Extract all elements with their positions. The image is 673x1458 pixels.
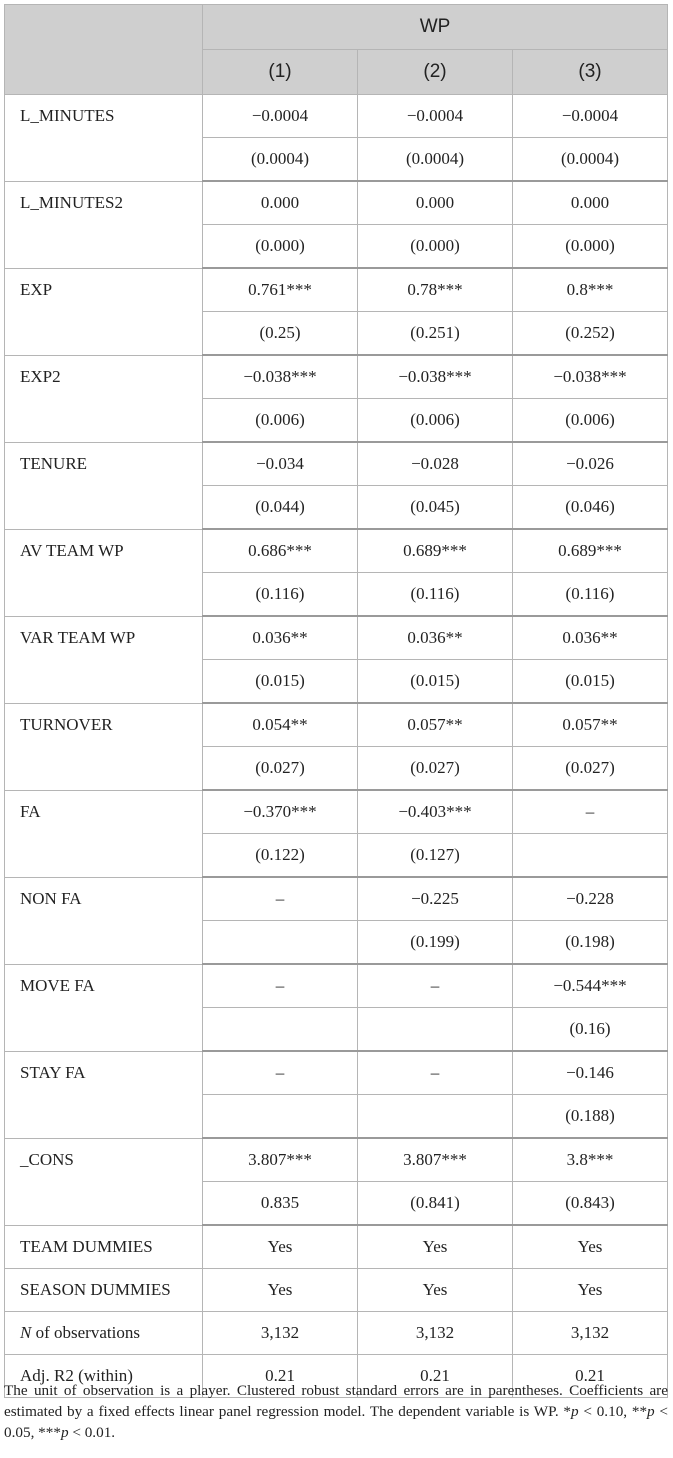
summary-value-cell: 0.21 xyxy=(358,1355,513,1398)
standard-error-cell xyxy=(358,1095,513,1139)
column-header: (1) xyxy=(203,50,358,95)
coefficient-row xyxy=(5,95,668,138)
coefficient-cell: – xyxy=(513,790,668,834)
standard-error-cell: (0.841) xyxy=(358,1182,513,1226)
variable-label: EXP xyxy=(5,268,203,355)
variable-label: FA xyxy=(5,790,203,877)
standard-error-cell: (0.198) xyxy=(513,921,668,965)
variable-label: NON FA xyxy=(5,877,203,964)
standard-error-cell: (0.25) xyxy=(203,312,358,356)
coefficient-cell: −0.028 xyxy=(358,442,513,486)
summary-label-italic: N xyxy=(20,1323,32,1342)
header-row-dependent xyxy=(5,5,668,50)
coefficient-cell: −0.038*** xyxy=(358,355,513,399)
header-row-columns xyxy=(5,50,668,95)
coefficient-cell: −0.0004 xyxy=(358,95,513,138)
standard-error-cell: (0.122) xyxy=(203,834,358,878)
coefficient-row xyxy=(5,616,668,660)
standard-error-cell: (0.843) xyxy=(513,1182,668,1226)
coefficient-cell: −0.370*** xyxy=(203,790,358,834)
coefficient-row xyxy=(5,181,668,225)
variable-label: STAY FA xyxy=(5,1051,203,1138)
coefficient-cell: −0.544*** xyxy=(513,964,668,1008)
coefficient-row xyxy=(5,703,668,747)
coefficient-cell: −0.038*** xyxy=(203,355,358,399)
coefficient-cell: 0.036** xyxy=(203,616,358,660)
standard-error-cell xyxy=(203,921,358,965)
summary-value-cell: Yes xyxy=(203,1225,358,1269)
standard-error-cell: (0.116) xyxy=(513,573,668,617)
variable-label: L_MINUTES2 xyxy=(5,181,203,268)
coefficient-cell: −0.026 xyxy=(513,442,668,486)
regression-table xyxy=(4,4,668,1398)
standard-error-cell: (0.252) xyxy=(513,312,668,356)
coefficient-cell: 0.000 xyxy=(203,181,358,225)
coefficient-cell: – xyxy=(203,1051,358,1095)
coefficient-cell: 3.807*** xyxy=(203,1138,358,1182)
variable-label: AV TEAM WP xyxy=(5,529,203,616)
standard-error-cell: (0.116) xyxy=(203,573,358,617)
standard-error-cell xyxy=(203,1008,358,1052)
standard-error-cell: (0.16) xyxy=(513,1008,668,1052)
coefficient-cell: 3.807*** xyxy=(358,1138,513,1182)
coefficient-cell: −0.225 xyxy=(358,877,513,921)
standard-error-cell: (0.027) xyxy=(203,747,358,791)
coefficient-row xyxy=(5,1051,668,1095)
standard-error-cell: (0.006) xyxy=(203,399,358,443)
standard-error-cell: 0.835 xyxy=(203,1182,358,1226)
summary-value-cell: Yes xyxy=(358,1269,513,1312)
coefficient-cell: – xyxy=(203,877,358,921)
table-footnote xyxy=(4,1380,668,1443)
summary-label xyxy=(5,1312,203,1355)
coefficient-cell: 0.054** xyxy=(203,703,358,747)
coefficient-cell: −0.034 xyxy=(203,442,358,486)
standard-error-cell: (0.127) xyxy=(358,834,513,878)
coefficient-row xyxy=(5,877,668,921)
standard-error-cell: (0.027) xyxy=(513,747,668,791)
standard-error-cell xyxy=(358,1008,513,1052)
variable-label: MOVE FA xyxy=(5,964,203,1051)
coefficient-row xyxy=(5,964,668,1008)
summary-row xyxy=(5,1225,668,1269)
standard-error-cell: (0.015) xyxy=(203,660,358,704)
regression-table-container xyxy=(4,4,668,1398)
coefficient-cell: 0.057** xyxy=(513,703,668,747)
coefficient-cell: −0.0004 xyxy=(203,95,358,138)
coefficient-cell: 0.8*** xyxy=(513,268,668,312)
standard-error-cell: (0.0004) xyxy=(358,138,513,182)
coefficient-cell: 0.686*** xyxy=(203,529,358,573)
standard-error-cell: (0.0004) xyxy=(203,138,358,182)
summary-label xyxy=(5,1269,203,1312)
standard-error-cell: (0.188) xyxy=(513,1095,668,1139)
coefficient-cell: – xyxy=(358,964,513,1008)
standard-error-cell: (0.000) xyxy=(513,225,668,269)
summary-label-text: Adj. R2 (within) xyxy=(20,1366,133,1385)
coefficient-row xyxy=(5,529,668,573)
column-header: (3) xyxy=(513,50,668,95)
summary-value-cell: Yes xyxy=(513,1225,668,1269)
variable-label: TURNOVER xyxy=(5,703,203,790)
coefficient-cell: 0.036** xyxy=(358,616,513,660)
standard-error-cell: (0.044) xyxy=(203,486,358,530)
coefficient-cell: −0.403*** xyxy=(358,790,513,834)
standard-error-cell: (0.000) xyxy=(203,225,358,269)
variable-label: VAR TEAM WP xyxy=(5,616,203,703)
standard-error-cell: (0.015) xyxy=(513,660,668,704)
standard-error-cell: (0.199) xyxy=(358,921,513,965)
standard-error-cell: (0.006) xyxy=(358,399,513,443)
variable-label: _CONS xyxy=(5,1138,203,1225)
coefficient-row xyxy=(5,1138,668,1182)
summary-value-cell: Yes xyxy=(203,1269,358,1312)
standard-error-cell: (0.116) xyxy=(358,573,513,617)
summary-value-cell: 3,132 xyxy=(513,1312,668,1355)
standard-error-cell xyxy=(513,834,668,878)
standard-error-cell: (0.0004) xyxy=(513,138,668,182)
coefficient-row xyxy=(5,355,668,399)
summary-value-cell: Yes xyxy=(358,1225,513,1269)
standard-error-cell: (0.015) xyxy=(358,660,513,704)
variable-label: L_MINUTES xyxy=(5,95,203,182)
standard-error-cell: (0.251) xyxy=(358,312,513,356)
summary-label-text: SEASON DUMMIES xyxy=(20,1280,171,1299)
standard-error-cell: (0.045) xyxy=(358,486,513,530)
column-header: (2) xyxy=(358,50,513,95)
summary-row xyxy=(5,1312,668,1355)
coefficient-cell: −0.0004 xyxy=(513,95,668,138)
standard-error-cell xyxy=(203,1095,358,1139)
summary-label-text: TEAM DUMMIES xyxy=(20,1236,153,1256)
standard-error-cell: (0.046) xyxy=(513,486,668,530)
coefficient-cell: – xyxy=(203,964,358,1008)
summary-label-text: of observations xyxy=(31,1323,140,1342)
dependent-variable-header: WP xyxy=(203,5,668,50)
coefficient-row xyxy=(5,268,668,312)
variable-label: TENURE xyxy=(5,442,203,529)
summary-value-cell: 3,132 xyxy=(358,1312,513,1355)
coefficient-cell: 0.761*** xyxy=(203,268,358,312)
header-blank-cell xyxy=(5,5,203,50)
standard-error-cell: (0.027) xyxy=(358,747,513,791)
coefficient-cell: −0.146 xyxy=(513,1051,668,1095)
coefficient-row xyxy=(5,442,668,486)
coefficient-cell: – xyxy=(358,1051,513,1095)
summary-value-cell: Yes xyxy=(513,1269,668,1312)
coefficient-cell: −0.228 xyxy=(513,877,668,921)
coefficient-cell: 0.057** xyxy=(358,703,513,747)
coefficient-cell: 0.036** xyxy=(513,616,668,660)
coefficient-cell: 0.78*** xyxy=(358,268,513,312)
summary-value-cell: 0.21 xyxy=(203,1355,358,1398)
standard-error-cell: (0.006) xyxy=(513,399,668,443)
standard-error-cell: (0.000) xyxy=(358,225,513,269)
footnote-text: The unit of observation is a player. Clustered robust standard errors are in parentheses. Coefficients are estimated by a fixed effects linear panel regression model. The dependent variable is WP. *p < 0.10, **p < 0.05, ***p < 0.01. xyxy=(4,1382,668,1441)
coefficient-cell: 3.8*** xyxy=(513,1138,668,1182)
coefficient-cell: 0.689*** xyxy=(513,529,668,573)
coefficient-cell: 0.000 xyxy=(513,181,668,225)
coefficient-row xyxy=(5,790,668,834)
summary-value-cell: 3,132 xyxy=(203,1312,358,1355)
header-blank-cell xyxy=(5,50,203,95)
coefficient-cell: 0.689*** xyxy=(358,529,513,573)
summary-value-cell: 0.21 xyxy=(513,1355,668,1398)
coefficient-cell: −0.038*** xyxy=(513,355,668,399)
summary-label xyxy=(5,1225,203,1269)
variable-label: EXP2 xyxy=(5,355,203,442)
coefficient-cell: 0.000 xyxy=(358,181,513,225)
summary-row xyxy=(5,1269,668,1312)
